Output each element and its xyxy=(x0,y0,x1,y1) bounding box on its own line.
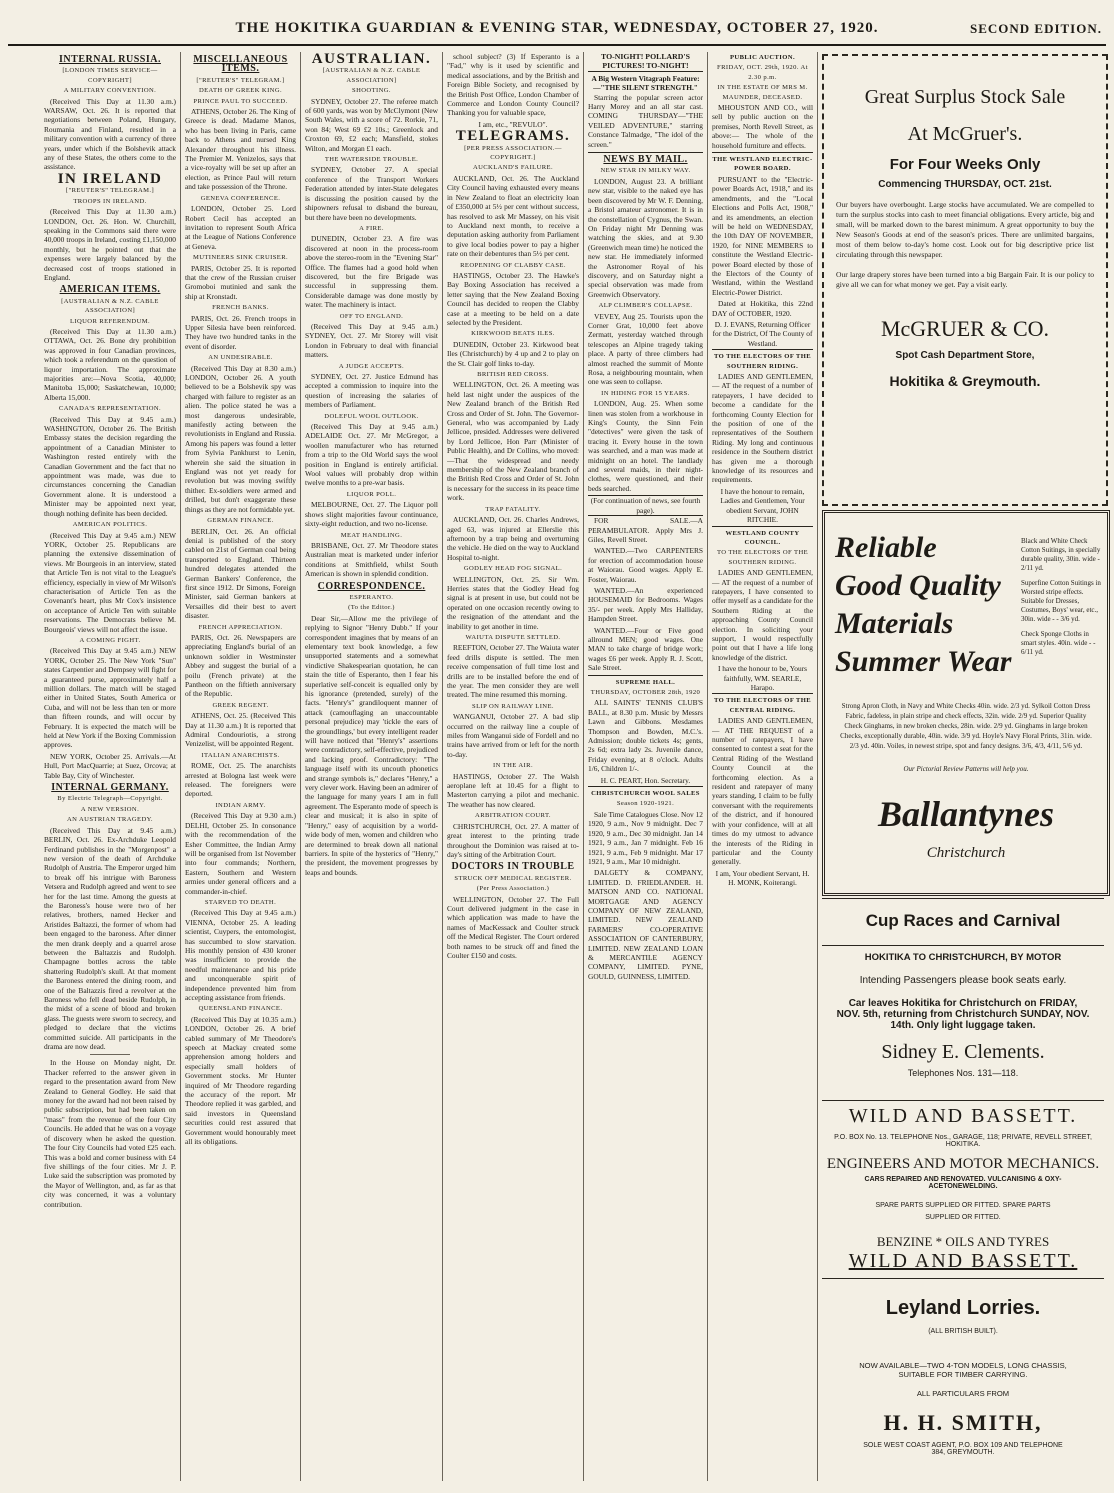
ad-store-type: Spot Cash Department Store, xyxy=(895,350,1035,361)
subhead: GREEK REGENT. xyxy=(212,701,269,709)
article-text: ROME, Oct. 25. The anarchists arrested at Bologna last week were released. The foreigners were deported. xyxy=(185,761,296,799)
signature: H. C. PEART, Hon. Secretary. xyxy=(600,775,691,785)
mcgruer-ad xyxy=(822,54,1108,506)
film-title: A Big Western Vitagraph Feature:—"THE SILENT STRENGTH." xyxy=(591,73,700,93)
article-text: In the House on Monday night, Dr. Thacker referred to the answer given in regard to the presentation award from New Zealand to General Godley. He said that money for the award had not been raised by public subscription, but had been taken on "mass" from the revenue of the four City Councils. He added that he was on a voyage of discovery when he asked the question. The four City Councils had voted £25 each. This was a bold and corner business with £4 five shillings of the four cities. Mr J. P. Luke said the subscription was promoted by the Mayor of Wellington, and, as far as that city was concerned, it was a voluntary contribution. xyxy=(44,1058,176,1209)
subhead: STRUCK OFF MEDICAL REGISTER. xyxy=(454,874,572,882)
article-text: ATHENS, Oct. 25. (Received This Day at 11.30 a.m.) It is reported that Admiral Condouriotis, a strong Venizelist, will be appointed Regent. xyxy=(185,711,296,749)
ad-headline: ENGINEERS AND MOTOR MECHANICS. xyxy=(826,1156,1100,1172)
subhead: A FIRE. xyxy=(359,224,384,232)
sale-schedule: Sale Time Catalogues Close. Nov 12 1920, 9 a.m., Nov 9 midnight. Dec 7 1920, 9 a.m., Dec 30 midnight. Jan 14 1921, 9 a.m., Jan 7 midnight. Feb 16 1921, 9 a.m., Feb 9 midnight. Mar 17 1921, 9 a.m., Mar 10 midnight. xyxy=(588,809,703,866)
ad-fabric-list: Strong Apron Cloth, in Navy and White Checks 40in. wide. 2/3 yd. Sylkoil Cotton Dress Fabric, fadeless, in plain stripe and check effects, 32in. wide. 2/9 yd. Superior Quality Check Ginghams, in new broken checks, 28in. wide. 2/9 yd. Ginghams in large broken Checks, exceptionally durable, 40in. wide. 3/9 yd. Hoyle's Navy Floral Prints, 31in. wide. 2/3 yd. 40in. Voiles, in newest stripe, spot and fancy designs. 3/6, 4/3, 4/11, 5/6 yd. xyxy=(840,702,1092,750)
article-text: HASTINGS, October 27. The Walsh aeroplane left at 10.45 for a flight to Masterton carrying a pilot and mechanic. The weather has now cleared. xyxy=(447,771,579,809)
classified-ad: FOR SALE.—A PERAMBULATOR. Apply Mrs J. Giles, Revell Street. xyxy=(588,516,703,544)
subhead: SHOOTING. xyxy=(352,87,391,95)
article-text: MELBOURNE, Oct. 27. The Liquor poll shows slight majorities favour continuance, sixty-eight reduction, and two no-license. xyxy=(305,500,438,529)
subhead: PUBLIC AUCTION. xyxy=(730,54,795,61)
ad-availability: NOW AVAILABLE—TWO 4-TON MODELS, LONG CHASSIS, SUITABLE FOR TIMBER CARRYING. xyxy=(859,1361,1067,1379)
article-text: school subject? (3) If Esperanto is a "Fad," why is it used by scientific and medical associations, and by the British and Foreign Bible Society, and recognised by the British Post Office, London Chamber of Commerce and London County Council? Thanking you for valuable space, xyxy=(447,52,579,118)
article-text: WELLINGTON, October 27. The Full Court delivered judgment in the case in which application was made to have the names of MacKessack and Coulter struck off the Medical Register. The Court ordered both names to be struck off and fined the Coulter £150 and costs. xyxy=(447,894,579,960)
subhead: THE WATERSIDE TROUBLE. xyxy=(324,156,419,164)
ad-body: Our buyers have overbought. Large stocks have accumulated. We are compelled to turn the surplus stocks into cash to meet financial obligations. Every article, big and small, will be marked down to the barest minimum. A great opportunity to buy the New Season's Goods at end of the season's prices. There are unlimited bargains, most of them below to-day's home cost. Look out for big descriptive price list circulating through this newspaper. xyxy=(836,200,1094,259)
ad-subheadline: For Four Weeks Only xyxy=(889,156,1041,173)
ad-products: BENZINE * OILS AND TYRES xyxy=(876,1234,1050,1249)
subhead: LIQUOR REFERENDUM. xyxy=(69,317,151,325)
article-text: (Received This Day at 9.45 a.m.) WASHINGTON, October 26. The British Embassy states the decision regarding the appointment of a Canadian Minister to Washington rested entirely with the Canadian Government and the fact that no appointment was made, was due to circumstances concerning the Canadian Government alone. It is understood a Minister may be appointed next year, though nothing definite has been decided. xyxy=(44,414,176,518)
headline: INTERNAL RUSSIA. xyxy=(59,54,161,65)
article-text: (Received This Day at 9.45 a.m.) NEW YORK, October 25. Republicans are planning the extensive dissemination of views. Mr Bourgeois in an interview, stated that Article Ten is not vital to the League's efficiency, especially in view of Mr Wilson's characterisation of Article Ten as the Covenant's heart, plus Mr Cox's insistence on acceptance of Article Ten with suitable reservations. The Democrats believe M. Bourgeois' views will not affect the issue. xyxy=(44,530,176,634)
ad-script-headline: Reliable Good Quality Materials Summer Wear xyxy=(835,531,1012,678)
notice-text: Dated at Hokitika, this 22nd DAY of OCTOBER, 1920. xyxy=(712,299,813,318)
article-text: (Received This Day at 10.35 a.m.) LONDON, October 26. A brief cabled summary of Mr Theodore's speech at Mackay created some apprehension among holders and especially small holders of Government stocks. Mr Hunter inquired of Mr Theodore regarding the accuracy of the report. Mr Theodore replied it was garbled, and said investors in Queensland securities could rest assured that Government would honourably meet all its obligations. xyxy=(185,1014,296,1147)
article-text: WANGANUI, October 27. A bad slip occurred on the railway line a couple of miles from Wanganui side of Fordell and no trains have arrived from or left for the north to-day. xyxy=(447,712,579,759)
article-text: (Received This Day at 9.45 a.m.) ADELAIDE Oct. 27. Mr McGregor, a woollen manufacturer who has returned from a trip to the Old World says the wool position in England is entirely artificial. Wool values will probably drop within twelve months to a pre-war basis. xyxy=(305,422,438,488)
headline: AMERICAN ITEMS. xyxy=(59,284,161,296)
article-text: (Received This Day at 9.45 a.m.) BERLIN, Oct. 26. Ex-Archduke Leopold Ferdinand publishes in the "Morgenpost" a new version of the death of Archduke Rudolph of Austria. The Emperor urged him to break off his intrigue with Baroness Vetsera and Rudolph agreed and went to see her for the last time. Among the guests at the Baroness's house were two of her relatives, brothers, named Hecker and Aristides Baltazzi, the former of whom had been engaged to the baroness. After dinner the men drank deeply and a quarrel arose between the Baltazzis and Rudolph. Champagne bottles across the table shattering Rudolph's skull. At that moment the Baroness entered the dining room, and one of the Baltazzis fired a revolver at the Baroness who fell dead beside Rudolph, in the midst of a scene of blood and broken glass. The guests were sworn to secrecy, and pledged to declare that the victims committed suicide. All participants in the drama are now dead. xyxy=(44,825,176,1052)
ad-locations: Hokitika & Greymouth. xyxy=(889,373,1041,389)
subhead: TO THE ELECTORS OF THE SOUTHERN RIDING. xyxy=(716,549,809,566)
subhead: ITALIAN ANARCHISTS. xyxy=(201,751,280,759)
subhead: A COMING FIGHT. xyxy=(79,636,141,644)
subhead: GENEVA CONFERENCE. xyxy=(200,194,281,202)
subhead: THE WESTLAND ELECTRIC-POWER BOARD. xyxy=(712,152,813,174)
subhead: TRAP FATALITY. xyxy=(485,505,541,513)
column-6 xyxy=(712,52,813,1483)
column-rule xyxy=(583,52,584,1481)
article-text: (Received This Day at 9.45 a.m.) VIENNA, October 25. A leading scientist, Cuypers, the entomologist, has succumbed to slow starvation. His monthly pension of 430 kroner was insufficient to provide the needful maintenance and his pride and unconquerable spirit of independence prevented him from accepting assistance from friends. xyxy=(185,908,296,1002)
classified-ad: WANTED.—Four or Five good allround MEN; good wages. One MAN to take charge of bridge work; wages £6 per week. Apply R. J. Scott, Sale Street. xyxy=(588,625,703,673)
edition-label: SECOND EDITION. xyxy=(969,21,1102,36)
continuation-note: (For continuation of news, see fourth page). xyxy=(588,495,703,516)
wire-credit: [PER PRESS ASSOCIATION.—COPYRIGHT.] xyxy=(464,144,562,162)
ball-notice: ALL SAINTS' TENNIS CLUB'S BALL, at 8.30 p.m. Music by Messrs Lawn and Gibbons. Mesdames Thompson and Bowden, M.C.'s. Admission; double tickets 4s; gents, 2s 6d; extra lady 2s. Juvenile dance, Friday evening, at 8 o'clock. Adults 1/6, Children 1/-. xyxy=(588,698,703,774)
pictures-banner: TO-NIGHT! POLLARD'S PICTURES! TO-NIGHT! xyxy=(588,52,703,72)
ad-headline: Leyland Lorries. xyxy=(885,1297,1041,1319)
article-text: ATHENS, October 26. The King of Greece is dead. Madame Manos, who has been living in Paris, came back to Athens and nursed King Alexander throughout his illness. The Premier M. Venizelos, says that a vice-royalty will be set up after an election, as Prince Paul will return and take possession of the Throne. xyxy=(185,107,296,192)
column-rule xyxy=(180,52,181,1481)
article-text: WELLINGTON, Oct. 25. Sir Wm. Herries states that the Godley Head fog signal is at present in use, but could not be operated on one occasion recently owing to the resignation of the attendant and the inability to get another in time. xyxy=(447,574,579,631)
sale-brokers: DALGETY & COMPANY, LIMITED. D. FRIEDLANDER. H. MATSON AND CO. NATIONAL MORTGAGE AND AGENCY COMPANY OF NEW ZEALAND, LIMITED. NEW ZEALAND FARMERS' CO-OPERATIVE ASSOCIATION OF CANTERBURY, LIMITED. NEW ZEALAND LOAN & MERCANTILE AGENCY COMPANY, LIMITED. PYNE, GOULD, GUINNESS, LIMITED. xyxy=(588,868,703,981)
subhead: PRINCE PAUL TO SUCCEED. xyxy=(193,97,288,105)
ad-headline: Great Surplus Stock Sale xyxy=(864,86,1066,108)
column-2 xyxy=(185,52,296,1483)
subhead: QUEENSLAND FINANCE. xyxy=(198,1005,283,1013)
article-text: PARIS, Oct. 26. French troops in Upper Silesia have been reinforced. They have two hundred tanks in the event of disorder. xyxy=(185,313,296,351)
article-text: VEVEY, Aug 25. Tourists upon the Corner Grat, 10,000 feet above Zermatt, yesterday watched through telescopes an Alpine tragedy taking place. A party of three climbers had almost reached the summit of Monte Rosa, a neighbouring mountain, when one was seen to collapse. xyxy=(588,311,703,387)
ad-instruction: Intending Passengers please book seats early. xyxy=(859,975,1067,986)
subhead: A MILITARY CONVENTION. xyxy=(63,87,157,95)
column-1 xyxy=(44,52,176,1483)
article-text: AUCKLAND, Oct. 26. Charles Andrews, aged 63, was injured at Ellerslie this afternoon by a trap being and overturning the vehicle. He died on the way to Auckland Hospital to-night. xyxy=(447,515,579,562)
subhead: GODLEY HEAD FOG SIGNAL. xyxy=(463,565,563,573)
headline: IN IRELAND xyxy=(57,170,163,187)
wire-credit: [AUSTRALIAN & N.Z. CABLE ASSOCIATION] xyxy=(61,297,159,315)
subhead: IN THE ESTATE OF MRS M. MAUNDER, DECEASED. xyxy=(717,84,808,101)
headline: AUSTRALIAN. xyxy=(311,52,432,67)
headline: TELEGRAMS. xyxy=(455,128,571,145)
subhead: FRENCH APPRECIATION. xyxy=(198,623,283,631)
subhead: MEAT HANDLING. xyxy=(340,531,403,539)
column-3 xyxy=(305,52,438,1483)
ad-price-list: Black and White Check Cotton Suitings, in specially durable quality, 30in. wide - 2/11 yd. Superfine Cotton Suitings in Worsted stripe effects. Suitable for Dresses, Costumes, Boys' wear, etc., 30in. wide - - 3/6 yd. Check Sponge Cloths in smart styles. 40in. wide - - 6/11 yd. xyxy=(1021,537,1101,656)
subhead: FRIDAY, OCT. 29th, 1920. At 2.30 p.m. xyxy=(717,64,808,81)
ad-contact: P.O. BOX No. 13. TELEPHONE Nos., GARAGE, 118; PRIVATE, REVELL STREET, HOKITIKA. xyxy=(834,1134,1092,1148)
article-text: SYDNEY, Oct. 27. Justice Edmund has accepted a commission to inquire into the question of increasing the salaries of members of Parliament. xyxy=(305,372,438,410)
article-text: NEW YORK, October 25. Arrivals.—At Hull, Port MacQuarrie; at Suez, Orcova; at Table Bay, City of Winchester. xyxy=(44,751,176,780)
subhead: KIRKWOOD BEATS ILES. xyxy=(471,330,555,338)
ad-parts: SPARE PARTS SUPPLIED OR FITTED. SPARE PARTS SUPPLIED OR FITTED. xyxy=(875,1202,1051,1221)
subhead: AMERICAN POLITICS. xyxy=(72,521,148,529)
notice-text: MHOUSTON AND CO., will sell by public auction on the premises, North Revell Street, as above:— The whole of the household furniture and effects. xyxy=(712,103,813,150)
wire-credit: [AUSTRALIAN & N.Z. CABLE ASSOCIATION] xyxy=(322,67,421,84)
article-text: REEFTON, October 27. The Waiuta water feed drills dispute is settled. The men receive compensation of full time lost and drills are to be installed before the end of the year. The men consider they are well treated. The mine resumed this morning. xyxy=(447,643,579,700)
subhead: IN THE AIR. xyxy=(493,762,533,770)
subhead: (To the Editor.) xyxy=(348,604,395,612)
subhead: A NEW VERSION. xyxy=(80,805,140,813)
ad-services: CARS REPAIRED AND RENOVATED. VULCANISING & OXY-ACETONEWELDING. xyxy=(864,1176,1062,1190)
signature: D. J. EVANS, Returning Officer for the District, Of The County of Westland. xyxy=(712,319,813,348)
column-4 xyxy=(447,52,579,1483)
ad-agent-contact: SOLE WEST COAST AGENT, P.O. BOX 109 AND TELEPHONE 384, GREYMOUTH. xyxy=(863,1442,1063,1456)
article-text: PARIS, Oct. 26. Newspapers are appreciating England's burial of an unknown soldier in Westminster Abbey and suggest the burial of a poilu (French private) at the Pantheon on the fiftieth anniversary of the Republic. xyxy=(185,632,296,699)
subhead: ESPERANTO. xyxy=(349,593,394,601)
ad-note: Our Pictorial Review Patterns will help you. xyxy=(903,765,1029,773)
article-text: (Received This Day at 9.45 a.m.) SYDNEY, Oct. 27. Mr Storey will visit London in February to deal with financial matters. xyxy=(305,321,438,360)
column-rule xyxy=(300,52,301,1481)
column-rule xyxy=(442,52,443,1481)
ad-particulars: ALL PARTICULARS FROM xyxy=(916,1389,1010,1398)
wild-bassett-ad xyxy=(822,1100,1104,1271)
column-5 xyxy=(588,52,703,1483)
subhead: A JUDGE ACCEPTS. xyxy=(338,362,405,370)
signature: I have the honour to remain, Ladies and Gentlemen, Your obedient Servant, JOHN RITCHIE. xyxy=(720,486,805,525)
subhead: GERMAN FINANCE. xyxy=(207,517,274,525)
article-text: LONDON, August 23. A brilliant new star, visible to the naked eye has been discovered by Mr W. F. Denning, a Bristol amateur astronomer. It is in the constellation of Cygnus, the Swan. On Friday night Mr Denning was watching the skies, and at 9.30 (Greenwich mean time) he noticed the new star. He immediately informed the Astronomer Royal of his discovery, and on Saturday night a special observation was made from Greenwich Observatory. xyxy=(588,176,703,299)
subhead: ALP CLIMBER'S COLLAPSE. xyxy=(598,302,693,310)
ad-firm-name: WILD AND BASSETT. xyxy=(848,1105,1078,1127)
article-text: (Received This Day at 8.30 a.m.) LONDON, October 26. A youth believed to be a Bolshevik spy was charged with failure to register as an alien. The police stated he was a most dangerous undesirable, manifestly acting between the revolutionists in England and Russia. Among his papers was found a letter from Sylvia Pankhurst to Lenin, wherein she said the situation in England was not yet ready for revolution but was moving swiftly thither. Ex-soldiers were armed and drilled, but don't exaggerate these things as they are not formidable yet. xyxy=(185,363,296,514)
article-text: DUNEDIN, October 23. Kirkwood beat Iles (Christchurch) by 4 up and 2 to play on the St. Clair golf links to-day. xyxy=(447,339,579,368)
subhead: SLIP ON RAILWAY LINE. xyxy=(472,702,554,710)
subhead: TROOPS IN IRELAND. xyxy=(73,197,147,205)
article-text: WELLINGTON, Oct. 26. A meeting was held last night under the auspices of the New Zealand branch of the British Red Cross and Order of St. John. The Governor-General, who was accompanied by Lady Jellicoe, presided. Addresses were delivered by Lord Jellicoe, Hon Parr (Minister of Public Health), and Dr Collins, who moved:—That the widespread and needy membership of the New Zealand branch of the British Red Cross and Order of St. John is necessary for the success in its peace time work. xyxy=(447,380,579,503)
classified-ad: WANTED.—An experienced HOUSEMAID for Bedrooms. Wages 35/- per week. Apply Mrs Halliday, Hampden Street. xyxy=(588,585,703,624)
subhead: CANADA'S REPRESENTATION. xyxy=(58,405,162,413)
column-rule xyxy=(817,52,818,1481)
article-text: AUCKLAND, Oct. 26. The Auckland City Council having exhausted every means in New Zealand to float an electricity loan of £350,000 at 5½ per cent without success, has resolved to ask Mr Massey, on his visit to Auckland next month, to receive a deputation asking authority from Parliament to give local bodies power to pay a higher rate on their debentures than 5½ per cent. xyxy=(447,173,579,259)
wire-credit: ["REUTER'S" TELEGRAM.] xyxy=(196,76,285,84)
divider xyxy=(90,1054,130,1055)
headline: MISCELLANEOUS ITEMS. xyxy=(193,54,288,75)
article-text: HASTINGS, October 23. The Hawke's Bay Boxing Association has received a letter saying that the New Zealand Boxing Council has decided to reopen the Clabby case at a meeting to be held on a date selected by the President. xyxy=(447,270,579,327)
wire-credit: By Electric Telegraph—Copyright. xyxy=(57,795,163,803)
ad-body: Our large drapery stores have been turned into a big Bargain Fair. It is our policy to give all we can for what money we get. Pay a visit early. xyxy=(836,270,1094,289)
signature: I am, etc., "REVULO". xyxy=(478,119,548,129)
subhead: NEW STAR IN MILKY WAY. xyxy=(600,167,691,175)
ad-firm-name: WILD AND BASSETT. xyxy=(848,1250,1078,1272)
ad-schedule: Car leaves Hokitika for Christchurch on FRIDAY, NOV. 5th, returning from Christchurch SUNDAY, NOV. 14th. Only light luggage taken. xyxy=(836,998,1090,1031)
ballantynes-logo: Ballantynes xyxy=(877,794,1055,834)
subhead: AUCKLAND'S FAILURE. xyxy=(472,164,554,172)
subhead: ARBITRATION COURT. xyxy=(475,812,551,820)
article-text: LONDON, Aug. 25. When some linen was stolen from a workhouse in King's County, the Sinn Fein "detectives" were given the task of tracing it. Every house in the town was searched, and a man was made at midnight on an hotel. The landlady and several maids, in their night-clothes, were questioned, and their beds searched. xyxy=(588,399,703,493)
clements-ad xyxy=(822,898,1104,1095)
article-text: (Received This Day at 9.30 a.m.) DELHI, October 25. In consonance with the recommendation of the Esher Committee, the Indian Army will be organised from 1st November into four commands; Northern, Eastern, Southern and Western armies under general officers and a commander-in-chief. xyxy=(185,811,296,896)
headline: DOCTORS IN TROUBLE xyxy=(451,861,575,873)
ballantynes-ad xyxy=(822,510,1110,896)
article-text: Dear Sir,—Allow me the privilege of replying to Signor "Henry Dubb." If your correspondent imagines that by means of an elementary text book knowledge, a few unsupported statements and a somewhat vindictive Shakespearian quotation, he can stain the title of Esperanto, then I fear his superlative self-conceit is equalled only by his ignorance (pretended, surely) of the facts. "Henry's" grandiloquent manner of attack (camouflaging an unaccountable personal prejudice) may 'tickle the ears of the groundlings,' but every intelligent reader will have noticed that "Henry's" assertions were contradictory, self-effective, prejudiced and lacking proof. Contradictory: "The language itself with its uncouth phonetics and strange symbols is," declares "Henry," a very clever work. Having been an admirer of the language for many years I am in full agreement. The Esperanto mode of speech is clear and musical; it is also in spite of "Henry," easy of acquisition by a world-wide body of men, women and children who are determined to break down all national barriers. In spite of the hysterics of "Henry," the president, the movement progresses by leaps and bounds. xyxy=(305,613,438,877)
article-text: (Received This Day at 11.30 a.m.) OTTAWA, Oct. 26. Bone dry prohibition was approved in four Canadian provinces, which took a referendum on the question of liquor importation. The approximate majorities are:—Nova Scotia, 40,000; Manitoba 15,000; Saskatchewan, 10,000; Alberta 15,000. xyxy=(44,326,176,402)
ad-route: HOKITIKA TO CHRISTCHURCH, BY MOTOR xyxy=(822,945,1104,963)
subhead: TO THE ELECTORS OF THE CENTRAL RIDING. xyxy=(712,693,813,715)
subhead: WESTLAND COUNTY COUNCIL. xyxy=(712,526,813,548)
subhead: Season 1920-1921. xyxy=(616,800,675,808)
subhead: BRITISH RED CROSS. xyxy=(477,371,549,378)
wire-credit: [LONDON TIMES SERVICE—COPYRIGHT] xyxy=(62,67,158,84)
ad-store-name: McGRUER & CO. xyxy=(880,316,1050,341)
subhead: AN AUSTRIAN TRAGEDY. xyxy=(67,816,153,824)
subhead: THURSDAY, OCTOBER 28th, 1920 xyxy=(590,689,701,696)
ad-agent-name: H. H. SMITH, xyxy=(883,1410,1043,1435)
subhead: TO THE ELECTORS OF THE SOUTHERN RIDING. xyxy=(712,349,813,371)
article-text: SYDNEY, October 27. The referee match of 600 yards, was won by McClymont (New South Wales, with a score of 72. Rorkie, 71, won 84; West 69 £2 10s.; Greenlock and Croxton 69, £2 each; Mansfield, stokes Wilton, and Morgan £1 each. xyxy=(305,96,438,153)
headline: NEWS BY MAIL. xyxy=(588,152,703,164)
subhead: SUPREME HALL. xyxy=(588,675,703,687)
headline: INTERNAL GERMANY. xyxy=(51,782,169,794)
wire-credit: ["REUTER'S" TELEGRAM.] xyxy=(65,187,155,195)
subhead: REOPENING OF CLABBY CASE. xyxy=(460,261,566,269)
signature: I have the honour to be, Yours faithfully, WM. SEARLE, Harapo. xyxy=(717,664,808,692)
leyland-ad xyxy=(822,1278,1104,1479)
signature: I am, Your obedient Servant, H. H. MONK, Koiterangi. xyxy=(715,868,810,888)
subhead: (Per Press Association.) xyxy=(476,885,550,893)
classified-ad: WANTED.—Two CARPENTERS for erection of accommodation house at Waiorau. Good wages. Apply E. Foster, Waiorau. xyxy=(588,546,703,584)
subhead: IN HIDING FOR 15 YEARS. xyxy=(601,389,690,397)
subhead: FRENCH BANKS. xyxy=(212,304,269,312)
notice-text: PURSUANT to the "Electric-power Boards Act, 1918," and its amendments, and the "Local Elections and Polls Act, 1908," and its amendments, an election will be held on WEDNESDAY, the 10th DAY OF NOVEMBER, 1920, for NINE MEMBERS to constitute the Westland Electric-power Board elected by those of the Electors of the County of Westland, within the Westland Electric-Power District. xyxy=(712,174,813,297)
subhead: OFF TO ENGLAND. xyxy=(339,312,404,320)
article-text: PARIS, October 25. It is reported that the crew of the Russian cruiser Gromoboi mutinied and sank the ship at Kronstadt. xyxy=(185,263,296,301)
notice-text: LADIES AND GENTLEMEN,— AT the request of a number of ratepayers, I have consented to offer myself as a candidate for the Southern Riding at the approaching County Council election. In soliciting your support, I would respectfully point out that I have a life long knowledge of the district. xyxy=(712,568,813,662)
article-text: LONDON, October 25. Lord Robert Cecil has accepted an invitation to represent South Africa at the League of Nations Conference at Geneva. xyxy=(185,204,296,251)
subhead: AN UNDESIRABLE. xyxy=(208,354,273,362)
subhead: CHRISTCHURCH WOOL SALES xyxy=(588,786,703,798)
newspaper-title: THE HOKITIKA GUARDIAN & EVENING STAR, WEDNESDAY, OCTOBER 27, 1920. xyxy=(235,20,879,36)
column-rule xyxy=(707,52,708,1481)
ad-subheadline: (ALL BRITISH BUILT). xyxy=(928,1328,998,1335)
subhead: WAIUTA DISPUTE SETTLED. xyxy=(465,633,561,641)
headline: CORRESPONDENCE. xyxy=(317,580,426,592)
subhead: INDIAN ARMY. xyxy=(215,801,266,809)
notice-text: LADIES AND GENTLEMEN,— AT the request of a number of ratepayers, I have decided to become a candidate for the forthcoming County Election for the position of one of the representatives of the Southern Riding. My long and continuous residence in the Southern district has given me a thorough knowledge of its resources and requirements. xyxy=(712,372,813,485)
ad-headline: At McGruer's. xyxy=(907,123,1023,145)
article-text: BERLIN, Oct. 26. An official denial is published of the story cabled on 21st of German coal being transported to England. Thirteen hundred delegates attended the German Bankers' Conference, the first since 1912. Dr Simons, Foreign Minister, said German bankers at Versailles did their best to avert disaster. xyxy=(185,526,296,621)
subhead: STARVED TO DEATH. xyxy=(204,898,277,906)
ad-telephone: Telephones Nos. 131—118. xyxy=(907,1068,1019,1078)
ad-proprietor: Sidney E. Clements. xyxy=(881,1041,1045,1063)
film-description: Starring the popular screen actor Harry Morey and an all star cast. COMING THURSDAY—"THE VEILED ADVENTURE," starring Constance Talmadge, "The idol of the screen." xyxy=(588,92,703,149)
masthead xyxy=(8,18,1106,46)
article-text: BRISBANE, Oct. 27. Mr Theodore states Australian meat is marketed under inferior conditions at Smithfield, whilst South American is shown in splendid condition. xyxy=(305,540,438,579)
subhead: LIQUOR POLL. xyxy=(346,490,397,498)
article-text: SYDNEY, October 27. A special conference of the Transport Workers Federation attended by inter-State delegates is discussing the position caused by the shipowners refusal to disband the bureau, but there have been no developments. xyxy=(305,165,438,222)
ad-date: Commencing THURSDAY, OCT. 21st. xyxy=(878,179,1052,190)
article-text: CHRISTCHURCH, Oct. 27. A matter of great interest to the printing trade throughout the Dominion was raised at to-day's sitting of the Arbitration Court. xyxy=(447,821,579,859)
article-text: DUNEDIN, October 23. A fire was discovered at noon in the process-room above the stereo-room in the "Evening Star" Office. The flames had a good hold when discovered, but the fire Brigade was successful in suppressing them. Considerable damage was done mostly by water. The machinery is intact. xyxy=(305,234,438,310)
ballantynes-city: Christchurch xyxy=(926,845,1006,861)
subhead: MUTINEERS SINK CRUISER. xyxy=(192,254,289,262)
article-text: (Received This Day at 11.30 a.m.) WARSAW, Oct. 26. It is reported that negotiations between Poland, Hungary, Roumania and Finland, resulted in a military convention with a currency of three years, under which if the Bolshevik attack any of these States, the others come to the assistance. xyxy=(44,96,176,172)
subhead: DEATH OF GREEK KING. xyxy=(198,87,283,95)
article-text: (Received This Day at 11.30 a.m.) LONDON, Oct. 26. Hon. W. Churchill, speaking in the Commons said there were 40,000 troops in Ireland, costing £1,150,000 monthly, but he pointed out that the expenses were largely balanced by the decreased cost of troops stationed in England. xyxy=(44,207,176,282)
subhead: DOLEFUL WOOL OUTLOOK. xyxy=(324,412,419,420)
notice-text: LADIES AND GENTLEMEN,— AT THE REQUEST of a number of ratepayers, I have consented to contest a seat for the Central Riding of the Westland County Council at the forthcoming election. As a resident and ratepayer of many years standing, I claim to be fully conversant with the requirements of the district, and if honoured with your confidence, will at all times do my utmost to advance the interests of the Riding in particular and the County generally. xyxy=(712,716,813,867)
ad-headline: Cup Races and Carnival xyxy=(865,911,1061,930)
article-text: (Received This Day at 9.45 a.m.) NEW YORK, October 25. The New York "Sun" states Carpentier and Dempsey will fight for a guaranteed purse, approximately half a million dollars. The match will be staged either in United States, South America or Cuba, and will not be less than ten or more than fifteen rounds, and will occur by February. It is expected the match will be held at New York if the Boxing Commission approves. xyxy=(44,646,176,750)
